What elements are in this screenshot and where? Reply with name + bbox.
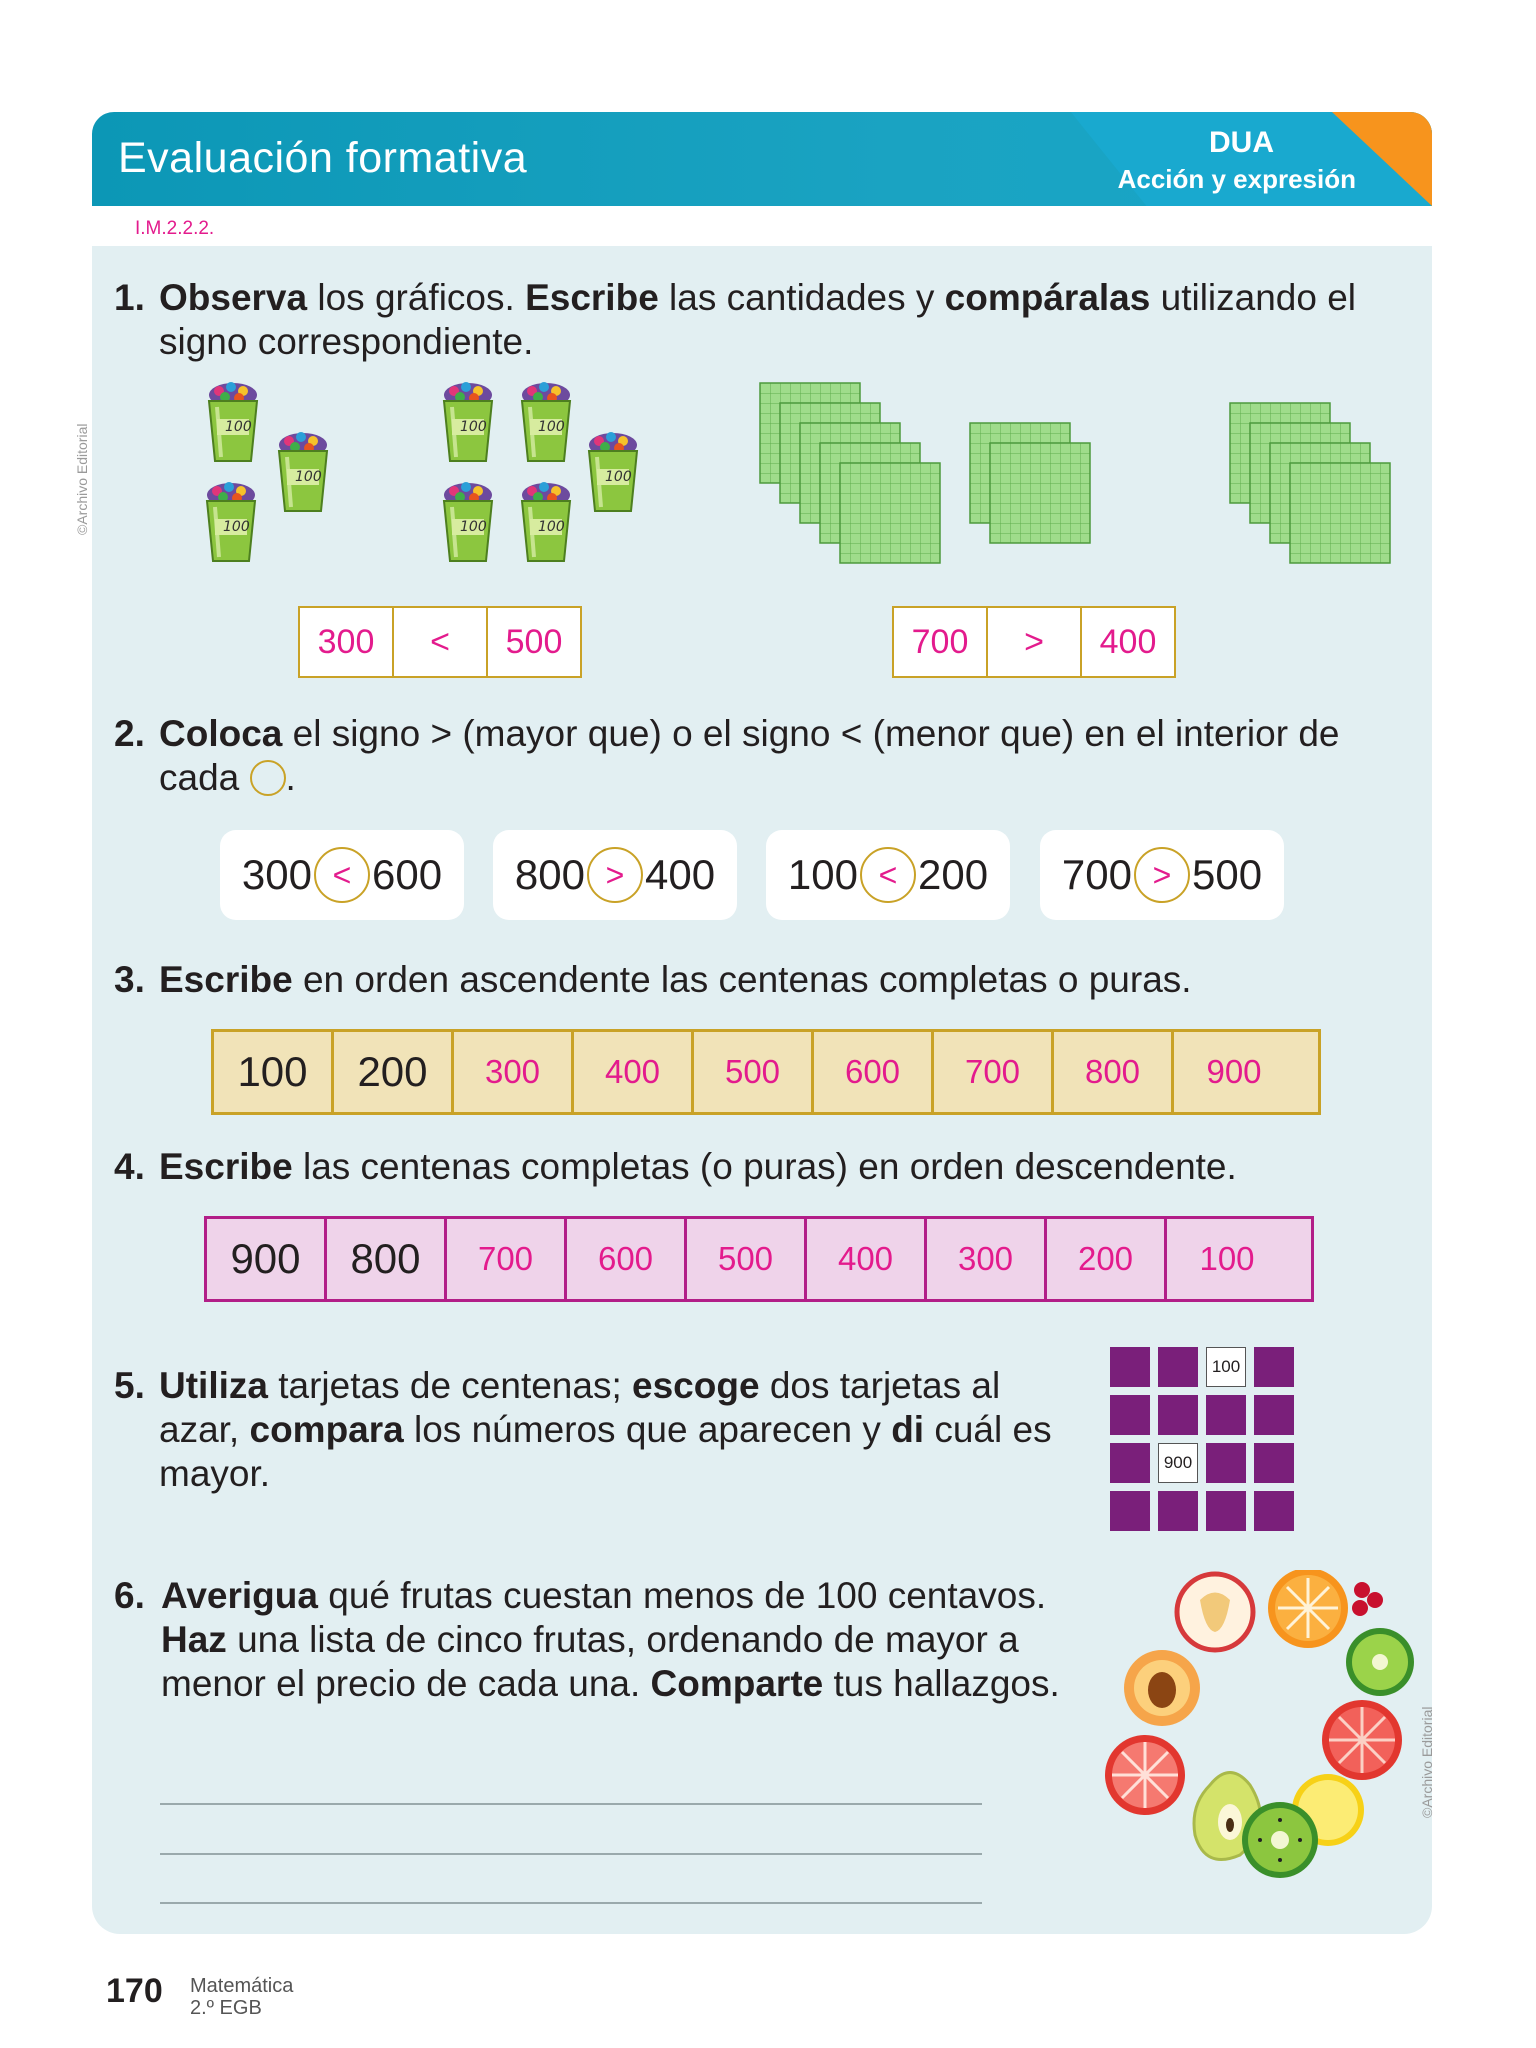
answer-cell[interactable]: 900 — [1206, 1053, 1262, 1090]
header-bar — [92, 112, 1432, 206]
circle-icon — [250, 760, 286, 796]
question-number: 4. — [114, 1146, 145, 1187]
given-cell: 100 — [214, 1032, 334, 1112]
compare-card — [493, 830, 737, 920]
bucket-label: 100 — [538, 419, 565, 435]
given-cell: 900 — [207, 1219, 327, 1299]
answer-cell[interactable]: 400 — [574, 1032, 694, 1112]
card-number-b: 600 — [372, 851, 443, 898]
card-number-a: 700 — [1061, 851, 1132, 898]
answer-cell[interactable]: 500 — [505, 622, 563, 661]
answer-line[interactable] — [160, 1803, 982, 1805]
credit-left: ©Archivo Editorial — [74, 423, 90, 535]
card-number-b: 400 — [645, 851, 716, 898]
compare-card — [220, 830, 464, 920]
question-number: 5. — [114, 1365, 145, 1406]
answer-cell[interactable]: 500 — [694, 1032, 814, 1112]
card-number-a: 800 — [514, 851, 585, 898]
question-2 — [114, 712, 1414, 802]
question-4 — [114, 1145, 1414, 1191]
question-text: Utiliza tarjetas de centenas; escoge dos tarjetas al azar, compara los números que aparecen y di cuál es mayor. — [159, 1365, 1052, 1494]
answer-cell[interactable]: 100 — [1199, 1240, 1255, 1277]
answer-cell[interactable]: < — [394, 608, 488, 676]
fruit-ring-illustration — [1100, 1570, 1420, 1890]
answer-cell[interactable]: 700 — [934, 1032, 1054, 1112]
given-cell: 200 — [334, 1032, 454, 1112]
bucket-label: 100 — [460, 519, 487, 535]
answer-cell[interactable]: > — [988, 608, 1082, 676]
sign-circle[interactable]: < — [860, 847, 916, 903]
question-text: Coloca el signo > (mayor que) o el signo < (menor que) en el interior de cada . — [159, 713, 1340, 798]
question-text: Escribe en orden ascendente las centenas completas o puras. — [159, 959, 1192, 1000]
answer-cell[interactable]: 600 — [567, 1219, 687, 1299]
card-tile[interactable] — [1254, 1491, 1294, 1531]
indicator-code: I.M.2.2.2. — [135, 218, 215, 239]
card-tile[interactable] — [1206, 1491, 1246, 1531]
card-tile[interactable] — [1110, 1395, 1150, 1435]
question-1 — [114, 276, 1414, 366]
question-5 — [114, 1364, 1074, 1504]
descending-row — [204, 1216, 1314, 1302]
question-text: Observa los gráficos. Escribe las cantidades y compáralas utilizando el signo correspondiente. — [159, 277, 1357, 362]
card-tile[interactable] — [1110, 1347, 1150, 1387]
hundred-flats-illustration — [755, 380, 1405, 595]
card-tile[interactable] — [1158, 1347, 1198, 1387]
bucket-label: 100 — [223, 519, 250, 535]
answer-cell[interactable]: 800 — [1054, 1032, 1174, 1112]
card-number-a: 100 — [787, 851, 858, 898]
answer-line[interactable] — [160, 1902, 982, 1904]
subject-name: Matemática — [190, 1975, 294, 1997]
hundreds-cards-grid — [1110, 1347, 1296, 1533]
card-number-a: 300 — [241, 851, 312, 898]
card-tile[interactable] — [1158, 1395, 1198, 1435]
dua-subtitle: Acción y expresión — [1117, 164, 1356, 194]
bucket-label: 100 — [605, 469, 632, 485]
buckets-illustration — [195, 378, 675, 588]
given-cell: 800 — [327, 1219, 447, 1299]
question-text: Escribe las centenas completas (o puras) en orden descendente. — [159, 1146, 1237, 1187]
bucket-label: 100 — [295, 469, 322, 485]
bucket-label: 100 — [538, 519, 565, 535]
compare-card — [1040, 830, 1284, 920]
question-3 — [114, 958, 1414, 1004]
answer-cell[interactable]: 400 — [1099, 622, 1157, 661]
answer-box-1b[interactable] — [892, 606, 1176, 678]
card-tile[interactable] — [1254, 1443, 1294, 1483]
answer-cell[interactable]: 600 — [814, 1032, 934, 1112]
answer-cell[interactable]: 300 — [927, 1219, 1047, 1299]
answer-cell[interactable]: 400 — [807, 1219, 927, 1299]
sign-circle[interactable]: > — [1134, 847, 1190, 903]
card-tile[interactable] — [1206, 1395, 1246, 1435]
question-number: 6. — [114, 1575, 145, 1616]
answer-cell[interactable]: 500 — [687, 1219, 807, 1299]
answer-box-1a[interactable] — [298, 606, 582, 678]
card-tile-revealed[interactable]: 100 — [1206, 1347, 1246, 1387]
bucket-label: 100 — [460, 419, 487, 435]
card-tile[interactable] — [1110, 1443, 1150, 1483]
credit-right: ©Archivo Editorial — [1419, 1706, 1435, 1818]
question-number: 1. — [114, 277, 145, 318]
card-tile-revealed[interactable]: 900 — [1158, 1443, 1198, 1483]
page-number: 170 — [106, 1972, 163, 2010]
card-number-b: 500 — [1192, 851, 1263, 898]
bucket-label: 100 — [225, 419, 252, 435]
card-tile[interactable] — [1254, 1347, 1294, 1387]
answer-cell[interactable]: 300 — [454, 1032, 574, 1112]
answer-line[interactable] — [160, 1853, 982, 1855]
question-number: 2. — [114, 713, 145, 754]
answer-cell[interactable]: 200 — [1047, 1219, 1167, 1299]
sign-circle[interactable]: > — [587, 847, 643, 903]
answer-cell[interactable]: 300 — [300, 608, 394, 676]
card-number-b: 200 — [918, 851, 989, 898]
dua-title: DUA — [1209, 126, 1274, 159]
card-tile[interactable] — [1110, 1491, 1150, 1531]
card-tile[interactable] — [1158, 1491, 1198, 1531]
question-number: 3. — [114, 959, 145, 1000]
card-tile[interactable] — [1254, 1395, 1294, 1435]
answer-cell[interactable]: 700 — [447, 1219, 567, 1299]
grade-label: 2.º EGB — [190, 1997, 262, 2019]
footer-subject — [190, 1975, 293, 2019]
sign-circle[interactable]: < — [314, 847, 370, 903]
compare-card — [766, 830, 1010, 920]
card-tile[interactable] — [1206, 1443, 1246, 1483]
answer-cell[interactable]: 700 — [894, 608, 988, 676]
page-title: Evaluación formativa — [118, 134, 528, 182]
question-text: Averigua qué frutas cuestan menos de 100 centavos. Haz una lista de cinco frutas, ordenando de mayor a menor el precio de cada una. Comparte tus hallazgos. — [161, 1575, 1060, 1704]
ascending-row — [211, 1029, 1321, 1115]
question-6 — [114, 1574, 1104, 1754]
